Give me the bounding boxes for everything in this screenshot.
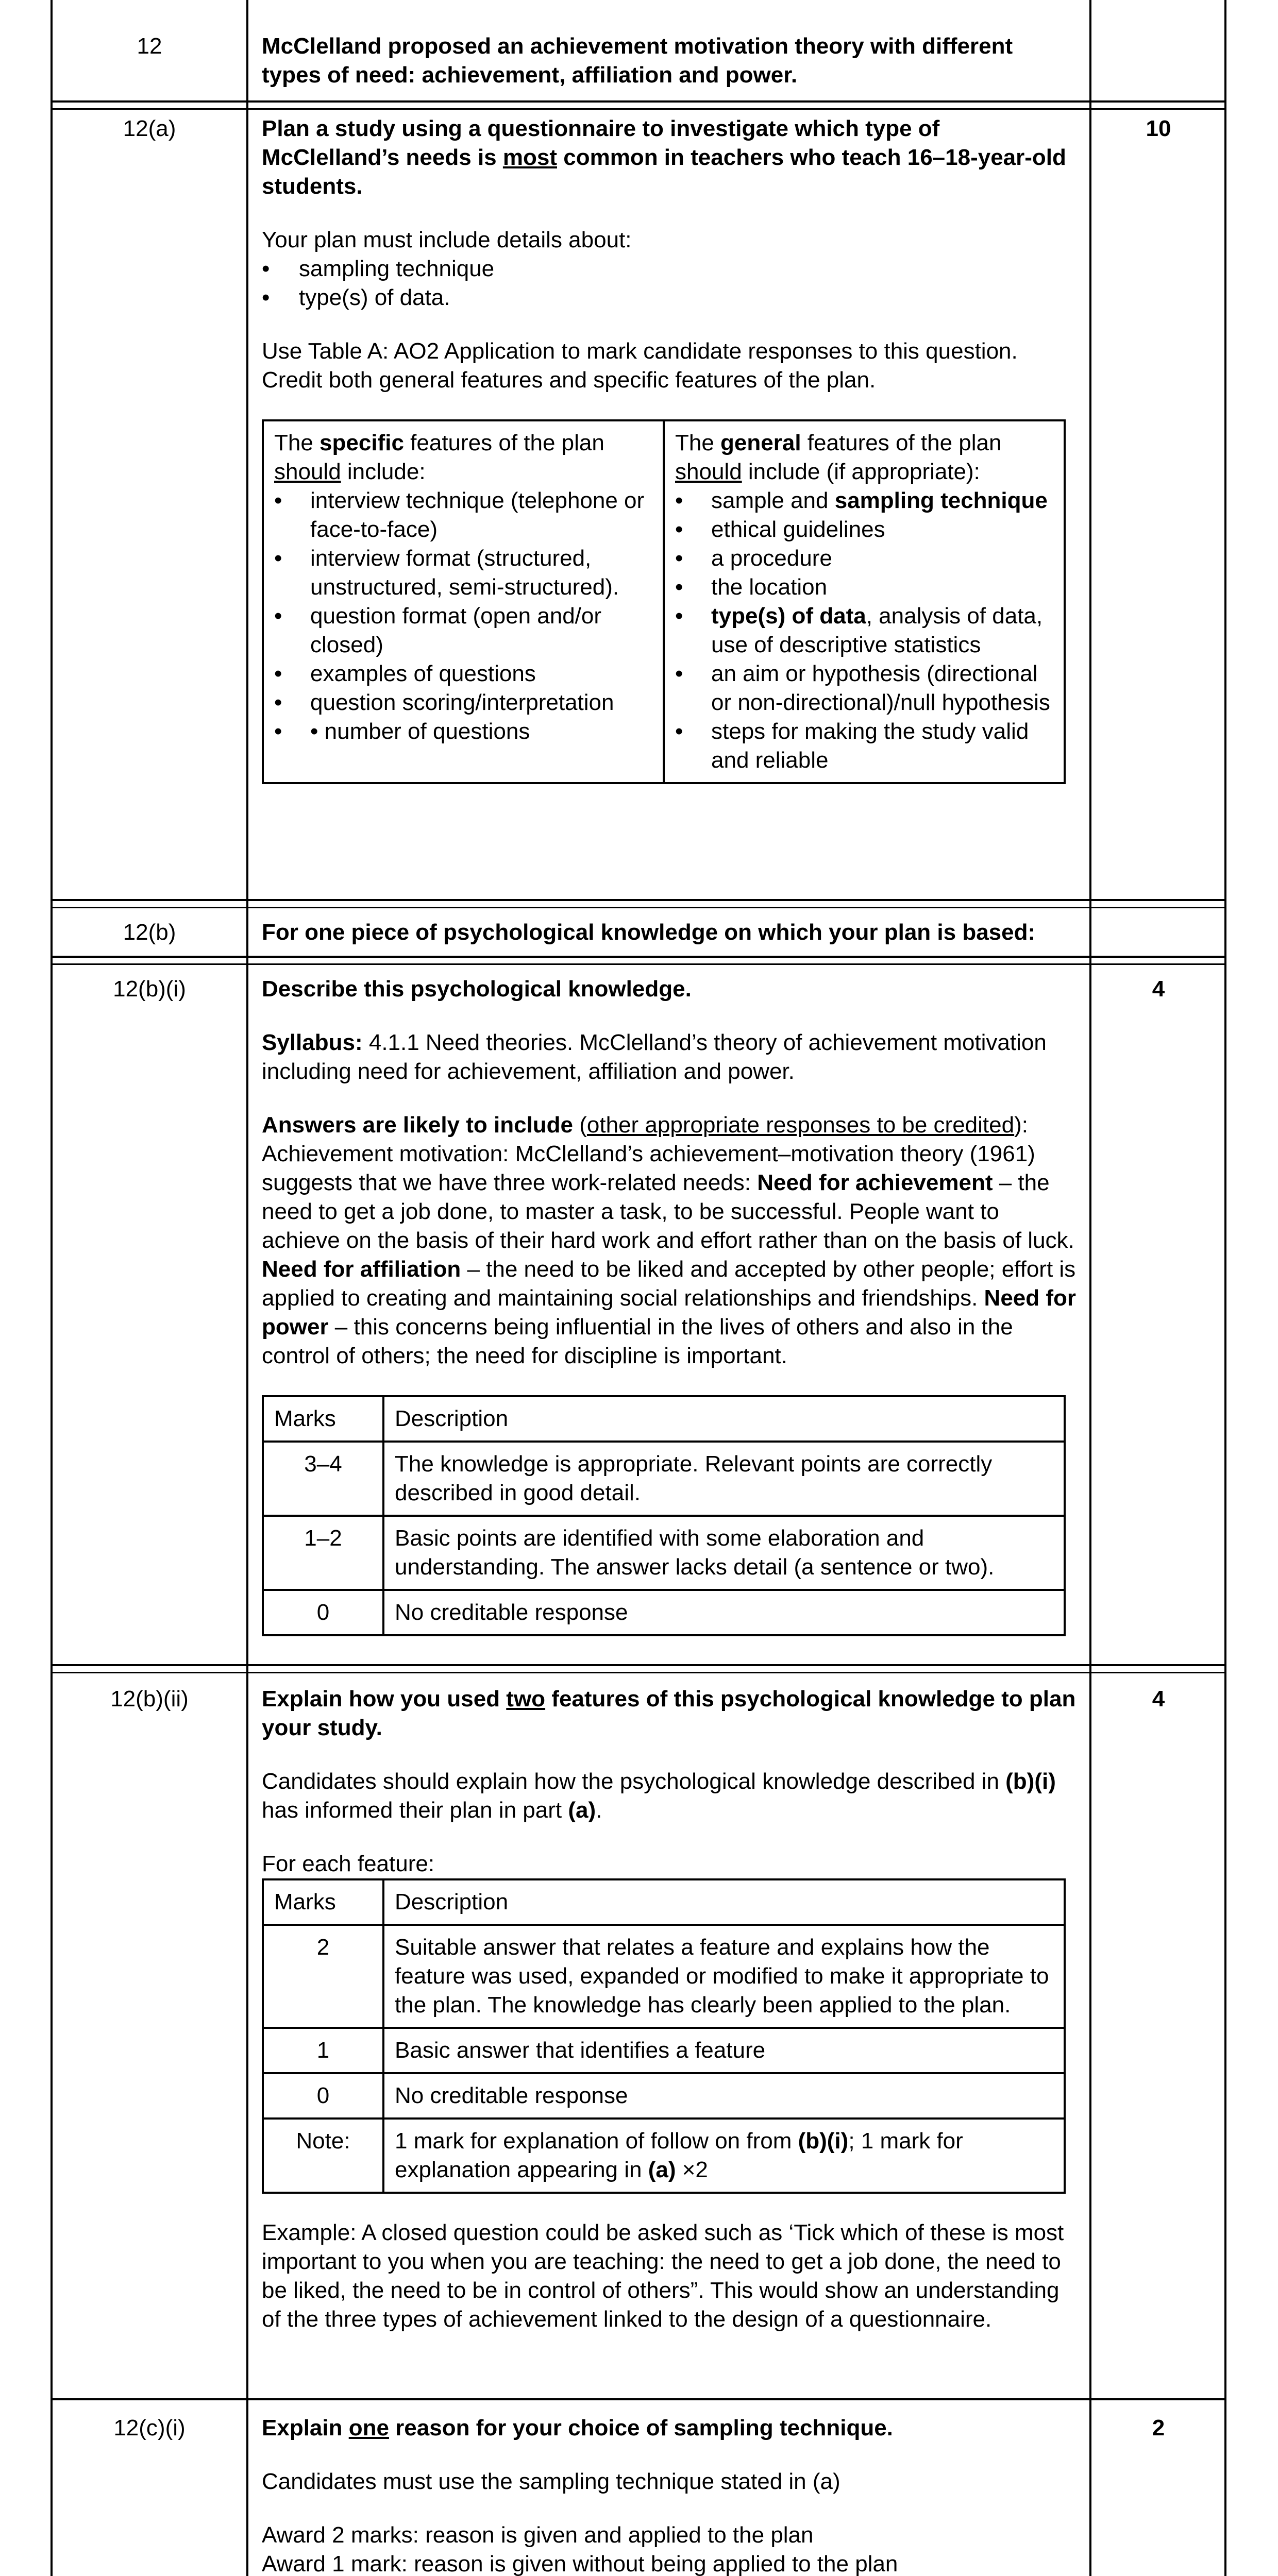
row-separator xyxy=(52,100,1226,103)
list-item: • interview format (structured, unstructured, semi-structured). xyxy=(274,544,652,602)
question-stem: McClelland proposed an achievement motivation theory with different types of need: achievement, affiliation and power. xyxy=(262,33,1013,88)
row-separator xyxy=(52,1664,1226,1666)
mark-scheme-table xyxy=(262,1878,1066,2194)
specific-features-cell xyxy=(263,420,664,783)
question-number: 12(b)(i) xyxy=(113,976,186,1002)
marks-value: 4 xyxy=(1152,1686,1165,1711)
candidate-guidance: Candidates should explain how the psychological knowledge described in (b)(i) has informed their plan in part (a). xyxy=(262,1769,1056,1823)
marks-value: 10 xyxy=(1146,116,1171,141)
question-text: Plan a study using a questionnaire to investigate which type of McClelland’s needs is most common in teachers who teach 16–18-year-old students. xyxy=(262,116,1066,199)
list-item: • an aim or hypothesis (directional or non-directional)/null hypothesis xyxy=(675,659,1053,717)
question-number: 12(c)(i) xyxy=(113,2415,186,2441)
list-item: • examples of questions xyxy=(274,659,652,688)
list-item: • type(s) of data. xyxy=(262,283,1078,312)
plan-intro: Your plan must include details about: xyxy=(262,227,632,252)
marks-value: 4 xyxy=(1152,976,1165,1002)
list-item: • steps for making the study valid and reliable xyxy=(675,717,1053,775)
marks-value: 2 xyxy=(1152,2415,1165,2441)
list-item: • interview technique (telephone or face-to-face) xyxy=(274,486,652,544)
row-separator xyxy=(52,956,1226,958)
specific-features-heading: The specific features of the plan should include: xyxy=(274,430,604,484)
for-each-label: For each feature: xyxy=(262,1851,435,1876)
question-text: Describe this psychological knowledge. xyxy=(262,976,692,1002)
candidate-guidance: Candidates must use the sampling technique stated in (a) xyxy=(262,2469,840,2494)
table-header-row xyxy=(263,1396,1065,1442)
example-answer: Example: A closed question could be asked such as ‘Tick which of these is most important to you when you are teaching: the need to get a job done, the need to be liked, the need to be in control of others”. This would show an understanding of the three types of achievement linked to the design of a questionnaire. xyxy=(262,2220,1064,2332)
question-stem: For one piece of psychological knowledge on which your plan is based: xyxy=(262,920,1036,945)
row-separator xyxy=(52,1672,1226,1673)
award-1-mark: Award 1 mark: reason is given without being applied to the plan xyxy=(262,2551,898,2576)
table-row: 0 No creditable response xyxy=(263,2073,1065,2119)
list-item: • a procedure xyxy=(675,544,1053,573)
row-separator xyxy=(52,907,1226,908)
row-separator xyxy=(52,899,1226,901)
question-number: 12(a) xyxy=(123,116,176,141)
list-item: • ethical guidelines xyxy=(675,515,1053,544)
award-2-marks: Award 2 marks: reason is given and applied to the plan xyxy=(262,2522,814,2548)
row-separator xyxy=(52,2398,1226,2400)
list-item: • type(s) of data, analysis of data, use of descriptive statistics xyxy=(675,602,1053,659)
plan-features-table xyxy=(262,419,1066,784)
question-text: Explain one reason for your choice of sampling technique. xyxy=(262,2415,893,2441)
table-row: Note: 1 mark for explanation of follow on from (b)(i); 1 mark for explanation appearing in (a) ×2 xyxy=(263,2119,1065,2193)
question-number: 12 xyxy=(137,33,162,59)
list-item: • • number of questions xyxy=(274,717,652,746)
table-border-left xyxy=(51,0,53,2576)
question-number: 12(b)(ii) xyxy=(110,1686,189,1711)
table-row: 1–2 Basic points are identified with some elaboration and understanding. The answer lacks detail (a sentence or two). xyxy=(263,1516,1065,1590)
table-a-instruction: Use Table A: AO2 Application to mark candidate responses to this question. Credit both general features and specific features of the plan. xyxy=(262,338,1018,393)
question-12bii-body xyxy=(247,1685,1090,2359)
list-item: • question format (open and/or closed) xyxy=(274,602,652,659)
question-number: 12(b) xyxy=(123,920,176,945)
general-features-heading: The general features of the plan should include (if appropriate): xyxy=(675,430,1002,484)
table-row: 2 Suitable answer that relates a feature and explains how the feature was used, expanded or modified to make it appropriate to the plan. The knowledge has clearly been applied to the plan. xyxy=(263,1925,1065,2028)
header-marks: Marks xyxy=(263,1879,383,1925)
header-description: Description xyxy=(383,1396,1065,1442)
list-item: • question scoring/interpretation xyxy=(274,688,652,717)
list-item: • sampling technique xyxy=(262,255,1078,283)
header-description: Description xyxy=(383,1879,1065,1925)
list-item: • the location xyxy=(675,573,1053,602)
syllabus-reference: Syllabus: 4.1.1 Need theories. McClelland’s theory of achievement motivation including need for achievement, affiliation and power. xyxy=(262,1030,1047,1084)
table-border-right xyxy=(1224,0,1226,2576)
mark-scheme-table xyxy=(262,1395,1066,1636)
question-12bi-body xyxy=(247,975,1090,1661)
list-item: • sample and sampling technique xyxy=(675,486,1053,515)
general-features-cell xyxy=(664,420,1065,783)
row-separator xyxy=(52,963,1226,965)
question-12ci-body xyxy=(247,2414,1090,2576)
table-row: 1 Basic answer that identifies a feature xyxy=(263,2028,1065,2073)
question-text: Explain how you used two features of this psychological knowledge to plan your study. xyxy=(262,1686,1076,1740)
question-12a-body xyxy=(247,114,1090,805)
table-header-row xyxy=(263,1879,1065,1925)
indicative-content: Answers are likely to include (other appropriate responses to be credited): Achievement motivation: McClelland’s achievement–motivation theory (1961) suggests that we have three work-related needs: Need for achievement – the need to get a job done, to master a task, to be successful. People want to achieve on the basis of their hard work and effort rather than on the basis of luck. Need for affiliation – the need to be liked and accepted by other people; effort is applied to creating and maintaining social relationships and friendships. Need for power – this concerns being influential in the lives of others and also in the control of others; the need for discipline is important. xyxy=(262,1112,1077,1368)
header-marks: Marks xyxy=(263,1396,383,1442)
table-row: 3–4 The knowledge is appropriate. Relevant points are correctly described in good detail. xyxy=(263,1442,1065,1516)
table-row: 0 No creditable response xyxy=(263,1590,1065,1635)
row-separator xyxy=(52,108,1226,110)
